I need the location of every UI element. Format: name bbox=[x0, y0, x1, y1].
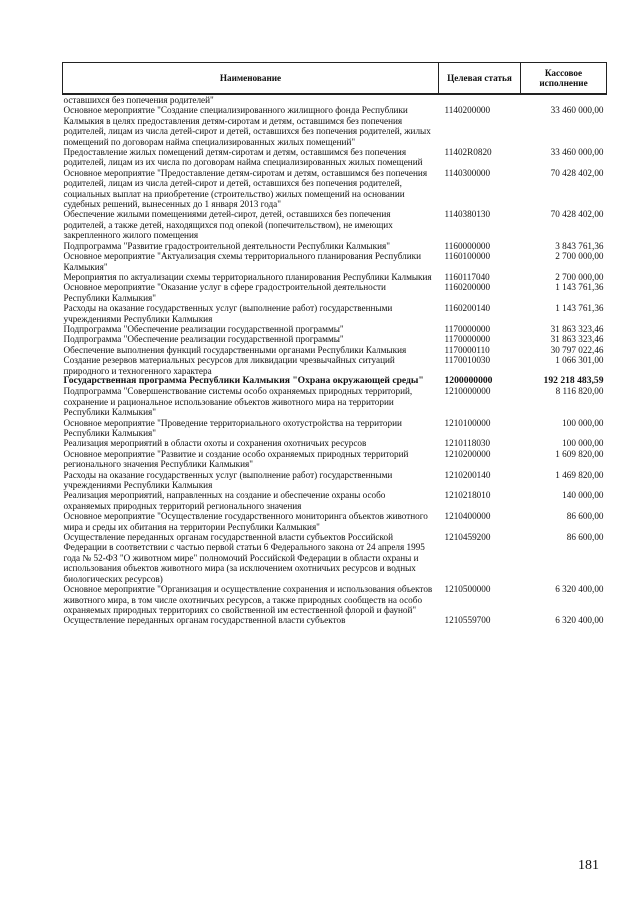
row-code-cell: 1160100000 bbox=[444, 251, 491, 262]
row-name-cell: Государственная программа Республики Калмыкия "Охрана окружающей среды" bbox=[63, 374, 424, 386]
row-sum-cell: 100 000,00 bbox=[562, 417, 604, 428]
row-sum-cell: 30 797 022,46 bbox=[550, 344, 604, 355]
row-sum-cell: 1 469 820,00 bbox=[555, 469, 604, 480]
row-sum-cell: 70 428 402,00 bbox=[550, 209, 604, 220]
row-code-cell: 1210459200 bbox=[444, 532, 491, 543]
row-code-cell: 1210100000 bbox=[444, 417, 491, 428]
row-sum-cell bbox=[521, 94, 607, 105]
table-row bbox=[63, 449, 607, 470]
row-name-cell: Обеспечение жилыми помещениями детей-сирот, детей, оставшихся без попечения родителей, а также детей, находящихся под опекой (попечительством), не имеющих закрепленного жилого помещения bbox=[63, 209, 393, 241]
row-code-cell: 1210559700 bbox=[444, 615, 491, 626]
row-code-cell: 1210200140 bbox=[444, 469, 491, 480]
row-name-cell: Осуществление переданных органам государственной власти субъектов bbox=[63, 615, 346, 626]
table-row bbox=[63, 272, 607, 282]
table-row bbox=[63, 490, 607, 511]
row-sum-cell: 140 000,00 bbox=[562, 490, 604, 501]
row-sum-cell: 86 600,00 bbox=[566, 511, 604, 522]
table-row bbox=[63, 282, 607, 303]
row-code-cell: 1140200000 bbox=[444, 105, 491, 116]
row-code-cell: 1160117040 bbox=[444, 271, 490, 282]
row-name-cell: Основное мероприятие "Развитие и создание особо охраняемых природных территорий регионального значения Республики Калмыкия" bbox=[63, 448, 409, 470]
table-row bbox=[63, 94, 607, 105]
table-row bbox=[63, 470, 607, 491]
table-row bbox=[63, 324, 607, 334]
row-name-cell: Расходы на оказание государственных услуг (выполнение работ) государственными учреждениями Республики Калмыкия bbox=[63, 303, 393, 324]
row-code-cell: 1210000000 bbox=[444, 386, 491, 397]
row-code-cell: 1210200000 bbox=[444, 448, 491, 459]
row-name-cell: оставшихся без попечения родителей" bbox=[63, 95, 214, 105]
row-code-cell: 1170000000 bbox=[444, 323, 491, 334]
table-row bbox=[63, 241, 607, 251]
row-name-cell: Основное мероприятие "Организация и осуществление сохранения и использования объектов животного мира, в том числе охотничьих ресурсов, а также природных сообществ на особо охраняемых природных территориях со свойственной им естественной флорой и фауной" bbox=[63, 584, 433, 615]
row-code-cell bbox=[439, 94, 521, 105]
row-sum-cell: 31 863 323,46 bbox=[550, 323, 604, 334]
row-name-cell: Основное мероприятие "Создание специализированного жилищного фонда Республики Калмыкия в целях предоставления детям-сиротам и детям, оставшимся без попечения родителей, лицам из числа детей-сирот и детей, оставшихся без попечения родителей, жилых помещений по договорам найма специализированных жилых помещений" bbox=[63, 105, 431, 147]
table-row bbox=[63, 386, 607, 417]
table-row bbox=[63, 105, 607, 147]
row-sum-cell: 2 700 000,00 bbox=[555, 251, 604, 262]
table-row bbox=[63, 303, 607, 324]
row-sum-cell: 3 843 761,36 bbox=[555, 240, 604, 251]
row-code-cell: 1170000110 bbox=[444, 344, 490, 355]
row-code-cell: 1200000000 bbox=[444, 374, 493, 386]
table-row bbox=[63, 147, 607, 168]
row-name-cell: Подпрограмма "Обеспечение реализации государственной программы" bbox=[63, 334, 344, 345]
table-row bbox=[63, 584, 607, 615]
row-sum-cell: 70 428 402,00 bbox=[550, 167, 604, 178]
row-name-cell: Основное мероприятие "Актуализация схемы территориального планирования Республики Калмыкия" bbox=[63, 251, 422, 272]
row-sum-cell: 1 066 301,00 bbox=[555, 355, 604, 366]
row-name-cell: Основное мероприятие "Оказание услуг в сфере градостроительной деятельности Республики Калмыкия" bbox=[63, 282, 386, 303]
row-name-cell: Реализация мероприятий в области охоты и сохранения охотничьих ресурсов bbox=[63, 438, 367, 449]
table-body bbox=[63, 94, 607, 626]
table-row bbox=[63, 511, 607, 532]
row-name-cell: Основное мероприятие "Проведение территориального охотустройства на территории Республики Калмыкия" bbox=[63, 417, 402, 438]
row-sum-cell: 100 000,00 bbox=[562, 438, 604, 449]
table-row bbox=[63, 209, 607, 240]
table-row bbox=[63, 615, 607, 625]
row-sum-cell: 6 320 400,00 bbox=[555, 584, 604, 595]
row-name-cell: Основное мероприятие "Осуществление государственного мониторинга объектов животного мира и среды их обитания на территории Республики Калмыкия" bbox=[63, 511, 428, 532]
row-code-cell: 1210218010 bbox=[444, 490, 491, 501]
row-name-cell: Подпрограмма "Развитие градостроительной деятельности Республики Калмыкия" bbox=[63, 240, 390, 251]
table-row bbox=[63, 355, 607, 376]
column-header-code: Целевая статья bbox=[439, 63, 521, 95]
row-code-cell: 1160200000 bbox=[444, 282, 491, 293]
table-row bbox=[63, 251, 607, 272]
column-header-sum: Кассовое исполнение bbox=[521, 63, 607, 95]
row-code-cell: 1160200140 bbox=[444, 303, 491, 314]
row-sum-cell: 1 143 761,36 bbox=[555, 282, 604, 293]
row-name-cell: Расходы на оказание государственных услуг (выполнение работ) государственными учреждениями Республики Калмыкия bbox=[63, 469, 393, 491]
table-row bbox=[63, 345, 607, 355]
row-sum-cell: 33 460 000,00 bbox=[550, 105, 604, 116]
row-name-cell: Реализация мероприятий, направленных на создание и обеспечение охраны особо охраняемых природных территорий регионального значения bbox=[63, 490, 386, 511]
page-number: 181 bbox=[578, 858, 599, 873]
row-name-cell: Обеспечение выполнения функций государственными органами Республики Калмыкия bbox=[63, 344, 407, 355]
table-row bbox=[63, 168, 607, 210]
row-sum-cell: 1 143 761,36 bbox=[555, 303, 604, 314]
table-row bbox=[63, 532, 607, 584]
row-code-cell: 1140380130 bbox=[444, 209, 491, 220]
table-row bbox=[63, 334, 607, 344]
row-name-cell: Предоставление жилых помещений детям-сиротам и детям, оставшимся без попечения родителей, лицам из их числа по договорам найма специализированных жилых помещений bbox=[63, 147, 423, 168]
row-sum-cell: 6 320 400,00 bbox=[555, 615, 604, 626]
row-name-cell: Мероприятия по актуализации схемы территориального планирования Республики Калмыкия bbox=[63, 271, 432, 282]
table-row bbox=[63, 376, 607, 386]
row-name-cell: Создание резервов материальных ресурсов для ликвидации чрезвычайных ситуаций природного и техногенного характера bbox=[63, 355, 395, 376]
table-row bbox=[63, 438, 607, 448]
row-code-cell: 11402R0820 bbox=[444, 147, 492, 158]
column-header-name: Наименование bbox=[63, 63, 439, 95]
row-sum-cell: 33 460 000,00 bbox=[550, 147, 604, 158]
row-name-cell: Осуществление переданных органам государственной власти субъектов Российской Федерации в соответствии с частью первой статьи 6 Федерального закона от 24 апреля 1995 года № 52-ФЗ "О животном мире" полномочий Российской Федерации в области охраны и использования объектов животного мира (за исключением охотничьих ресурсов и водных биологических ресурсов) bbox=[63, 532, 425, 584]
row-sum-cell: 86 600,00 bbox=[566, 532, 604, 543]
row-code-cell: 1210118030 bbox=[444, 438, 491, 449]
row-sum-cell: 31 863 323,46 bbox=[550, 334, 604, 345]
row-sum-cell: 8 116 820,00 bbox=[555, 386, 604, 397]
row-code-cell: 1140300000 bbox=[444, 167, 491, 178]
row-code-cell: 1170010030 bbox=[444, 355, 491, 366]
row-sum-cell: 2 700 000,00 bbox=[555, 271, 604, 282]
row-name-cell: Подпрограмма "Совершенствование системы особо охраняемых природных территорий, сохранение и рациональное использование объектов животного мира на территории Республики Калмыкия" bbox=[63, 386, 413, 418]
row-sum-cell: 1 609 820,00 bbox=[555, 448, 604, 459]
row-code-cell: 1160000000 bbox=[444, 240, 491, 251]
row-sum-cell: 192 218 483,59 bbox=[543, 374, 604, 386]
row-code-cell: 1170000000 bbox=[444, 334, 491, 345]
table-row bbox=[63, 418, 607, 439]
row-code-cell: 1210400000 bbox=[444, 511, 491, 522]
row-name-cell: Подпрограмма "Обеспечение реализации государственной программы" bbox=[63, 323, 344, 334]
table-header bbox=[63, 63, 607, 95]
row-name-cell: Основное мероприятие "Предоставление детям-сиротам и детям, оставшимся без попечения родителей, лицам из числа детей-сирот и детей, оставшихся без попечения родителей, социальных выплат на приобретение (строительство) жилых помещений на основании судебных решений, вынесенных до 1 января 2013 года" bbox=[63, 167, 428, 210]
budget-execution-table bbox=[62, 62, 607, 626]
row-code-cell: 1210500000 bbox=[444, 584, 491, 595]
